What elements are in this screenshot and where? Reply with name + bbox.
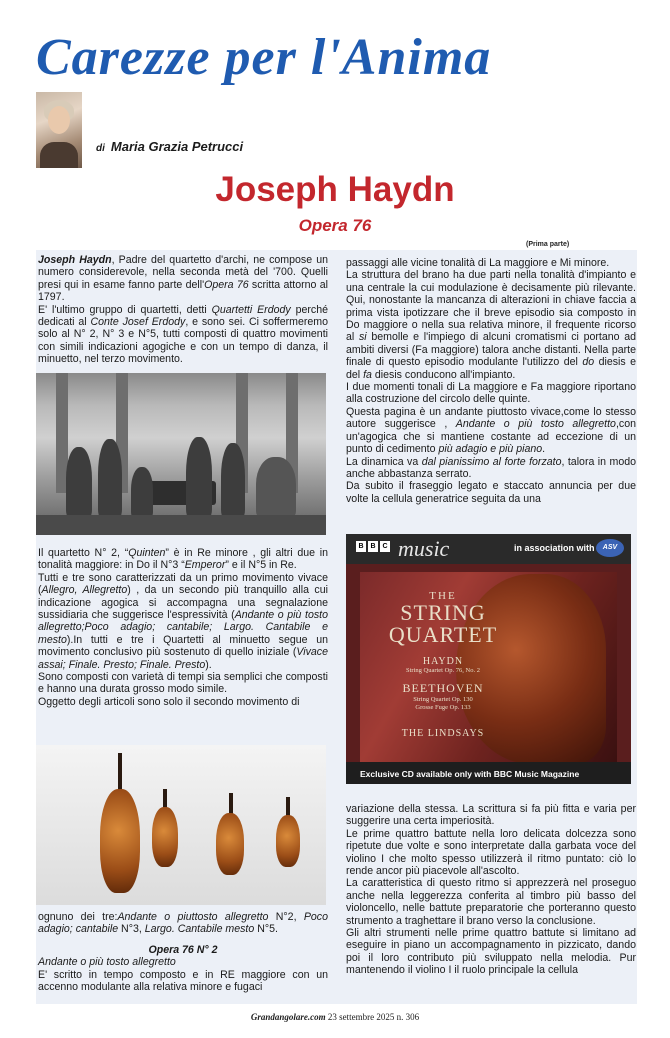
intro-text: Joseph Haydn, Padre del quartetto d'archi, ne compose un numero considerevole, nella seconda metà del '700. Quelli presi qui in esame fanno parte dell'Opera 76 scritta attorno al 1797. E' l'ultimo gruppo di quartetti, detti Quartetti Erdody perché dedicati al Conte Josef Erdody, e sono sei. Ci soffermeremo solo al N° 2, N° 3 e N°5, tutti composti di quattro movimenti con simili indicazioni agogiche e con un tempo di danza, il minuetto, nel terzo movimento.	[38, 254, 328, 366]
author-name: Maria Grazia Petrucci	[110, 139, 244, 154]
page-footer	[0, 1012, 670, 1022]
cd-cover-image	[346, 534, 631, 784]
article-title: Joseph Haydn	[215, 170, 455, 209]
article-subtitle: Opera 76	[298, 216, 372, 235]
analysis-text: passaggi alle vicine tonalità di La maggiore e Mi minore. La struttura del brano ha due parti nella tonalità d'impianto e una centrale la cui modulazione è decisamente più rilevante. Qui, nonostante la mancanza di alterazioni in chiave faccia a prima vista ipotizzare che il breve episodio sia composto in Do maggiore o nella sua relativa minore, il frequente ricorso al si bemolle e l'impiego di alcuni cromatismi ci portano ad ambiti diversi (Fa maggiore) talora anche distanti. Nella parte finale di questo episodio modulante l'utilizzo del do diesis e del fa diesis conducono all'impianto. I due momenti tonali di La maggiore e Fa maggiore riportano alla costruzione del circolo delle quinte. Questa pagina è un andante piuttosto vivace,come lo stesso autore suggerisce , Andante o più tosto allegretto,con un'agogica che si mantiene costante ad eccezione di un punto di cedimento più adagio e più piano. La dinamica va dal pianissimo al forte forzato, talora in modo anche abbastanza serrato. Da subito il fraseggio legato e staccato annuncia per due volte la cellula generatrice seguita da una	[346, 257, 636, 505]
part-label: (Prima parte)	[526, 241, 570, 248]
quartet-engraving-image	[36, 373, 326, 535]
quartets-text: Il quartetto N° 2, “Quinten” è in Re minore , gli altri due in tonalità maggiore: in Do il N°3 “Emperor” e il N°5 in Re. Tutti e tre sono caratterizzati da un primo movimento vivace (Allegro, Allegretto) , da un secondo più tranquillo alla cui indicazione agogica si accompagna una segnalazione sussidiaria che suggerisce l'espressività (Andante o più tosto allegretto;Poco adagio; cantabile; Largo. Cantabile e mesto).In tutti e tre i Quartetti al minuetto segue un movimento conclusivo più sostenuto di quello iniziale (Vivace assai; Finale. Presto; Finale. Presto). Sono composti con varietà di tempi sia semplici che composti e hanno una durata grosso modo simile. Oggetto degli articoli sono solo il secondo movimento di	[38, 547, 329, 708]
cd-exclusive-note: Exclusive CD available only with BBC Music Magazine	[360, 769, 580, 779]
cd-brand: music	[398, 536, 450, 561]
asv-logo: ASV	[596, 539, 624, 557]
opera-76-text: ognuno dei tre:Andante o piuttosto allegretto N°2, Poco adagio; cantabile N°3, Largo. Cantabile mesto N°5. Opera 76 N° 2 Andante o più tosto allegretto E' scritto in tempo composto e in RE maggiore con un accenno modulante alla relativa minore e fugaci	[38, 911, 328, 994]
bbc-logo: B B C	[356, 541, 390, 552]
footer-site: Grandangolare.com	[250, 1012, 326, 1022]
author-photo	[36, 92, 82, 168]
cd-association: in association with	[514, 543, 595, 553]
byline-prefix: di	[96, 143, 105, 154]
string-instruments-image	[36, 745, 326, 905]
masthead-title: Carezze per l'Anima	[36, 29, 492, 86]
cd-cover-text: THE STRING QUARTET HAYDN String Quartet Op. 76, No. 2 BEETHOVEN String Quartet Op. 130 Grosse Fuge Op. 133 THE LINDSAYS	[388, 590, 498, 739]
byline	[96, 139, 243, 154]
footer-date: 23 settembre 2025 n. 306	[327, 1012, 420, 1022]
development-text: variazione della stessa. La scrittura si fa più fitta e varia per suggerire una certa imperiosità. Le prime quattro battute nella loro delicata dolcezza sono ripetute due volte e sono interpretate dalla garbata voce del violino I che molto spesso utilizzerà il ritmo puntato: ciò lo rende ancor più piacevole all'ascolto. La caratteristica di questo ritmo si apprezzerà nel proseguo anche nella leggerezza conferita al timbro più basso del violoncello, nelle battute preparatorie che porteranno questo strumento a traghettare il brano verso la conclusione. Gli altri strumenti nelle prime quattro battute si limitano ad eseguire in piano un accompagnamento in pizzicato, dando poi il loro contributo più sviluppato nella melodia. Pur mantenendo il violino I il ruolo principale la cellula	[346, 803, 636, 977]
